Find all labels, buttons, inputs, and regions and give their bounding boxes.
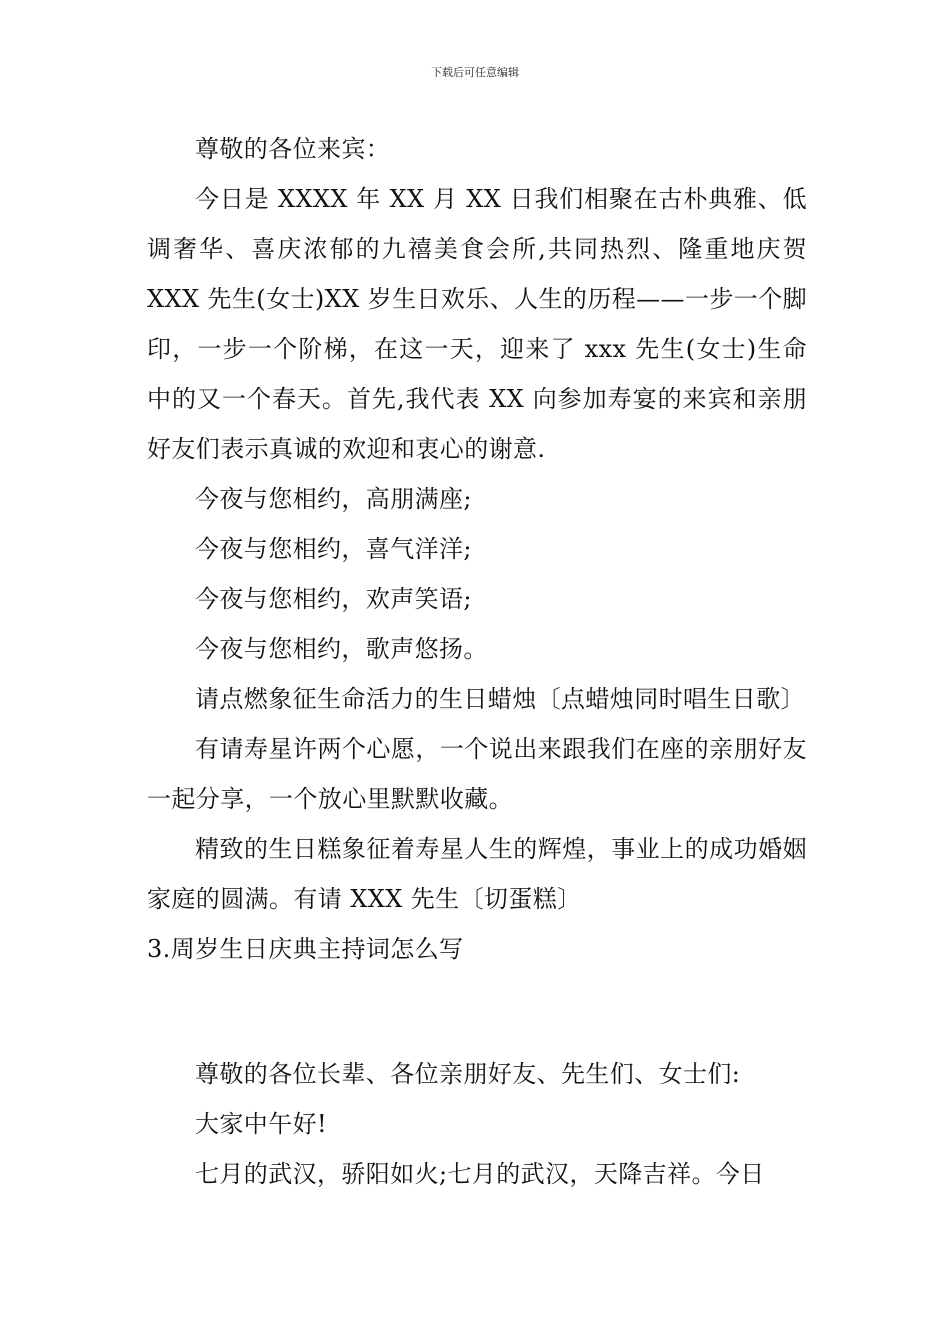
document-body xyxy=(147,124,807,1199)
verse-line-2: 今夜与您相约，喜气洋洋; xyxy=(195,535,472,563)
verse-line-4: 今夜与您相约，歌声悠扬。 xyxy=(195,635,488,663)
cake-paragraph: 精致的生日糕象征着寿星人生的辉煌，事业上的成功婚姻家庭的圆满。有请 XXX 先生〔切蛋糕〕 xyxy=(147,835,807,913)
wishes-paragraph: 有请寿星许两个心愿，一个说出来跟我们在座的亲朋好友一起分享，一个放心里默默收藏。 xyxy=(147,735,807,813)
verse-line-1: 今夜与您相约，高朋满座; xyxy=(195,485,472,513)
section-heading: 3.周岁生日庆典主持词怎么写 xyxy=(147,935,464,963)
page-header: 下载后可任意编辑 xyxy=(431,66,519,79)
greeting-paragraph: 尊敬的各位来宾： xyxy=(195,135,391,163)
intro-paragraph: 今日是 XXXX 年 XX 月 XX 日我们相聚在古朴典雅、低调奢华、喜庆浓郁的九禧美食会所,共同热烈、隆重地庆贺 XXX 先生(女士)XX 岁生日欢乐、人生的历程——一步一个脚印，一步一个阶梯，在这一天，迎来了 xxx 先生(女士)生命中的又一个春天。首先,我代表 XX 向参加寿宴的来宾和亲朋好友们表示真诚的欢迎和衷心的谢意. xyxy=(147,185,807,463)
opening-paragraph: 七月的武汉，骄阳如火;七月的武汉，天降吉祥。今日 xyxy=(195,1160,765,1188)
verse-line-3: 今夜与您相约，欢声笑语; xyxy=(195,585,472,613)
greeting-paragraph-2: 尊敬的各位长辈、各位亲朋好友、先生们、女士们: xyxy=(195,1060,741,1088)
section-spacer xyxy=(147,974,807,1049)
candles-paragraph: 请点燃象征生命活力的生日蜡烛〔点蜡烛同时唱生日歌〕 xyxy=(195,685,805,713)
hello-paragraph: 大家中午好! xyxy=(195,1110,328,1138)
